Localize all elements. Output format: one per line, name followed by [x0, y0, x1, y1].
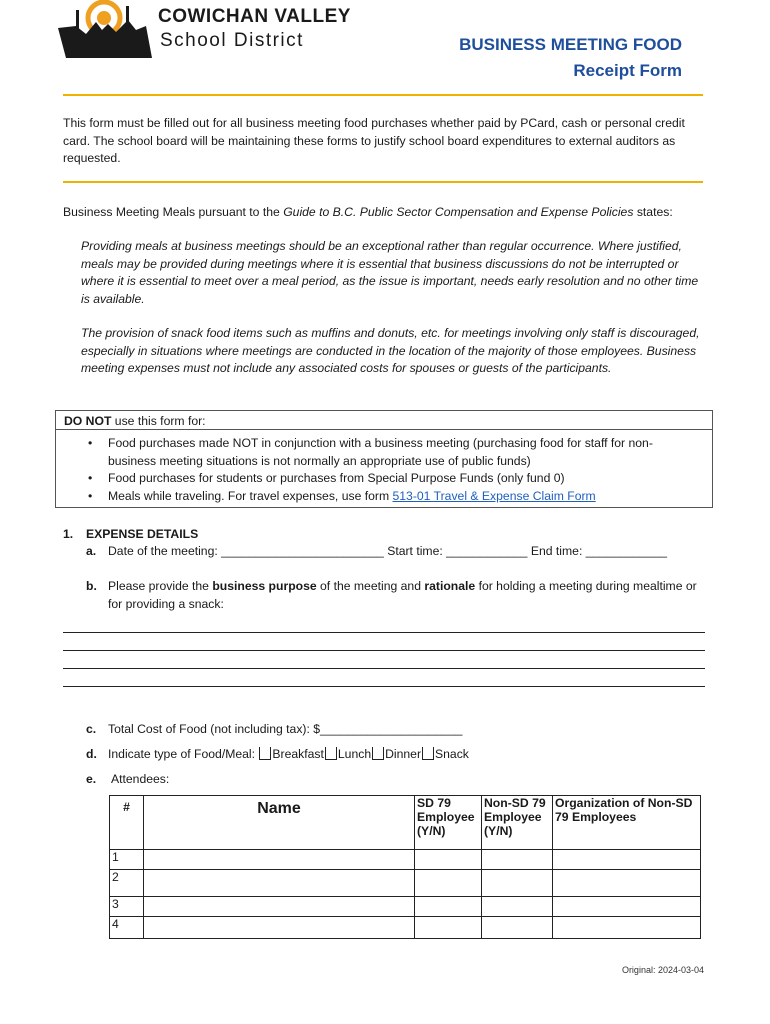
- policy-lead: [63, 204, 708, 222]
- attendees-label: Attendees:: [111, 772, 170, 786]
- meal-type-row: [108, 746, 469, 764]
- non-sd79-cell[interactable]: [482, 897, 553, 917]
- policy-lead-end: states:: [633, 205, 673, 219]
- prompt-bold: business purpose: [212, 579, 317, 593]
- organization-cell[interactable]: [553, 870, 701, 897]
- attendees-table: [109, 795, 701, 939]
- prompt-text: of the meeting and: [316, 579, 425, 593]
- meal-type-label: Indicate type of Food/Meal:: [108, 747, 256, 761]
- table-row: [110, 850, 701, 870]
- non-sd79-cell[interactable]: [482, 870, 553, 897]
- attendee-name-cell[interactable]: [144, 870, 415, 897]
- header-number: #: [110, 796, 144, 850]
- section-title: EXPENSE DETAILS: [86, 527, 199, 541]
- prompt-text: Please provide the: [108, 579, 213, 593]
- attendee-name-cell[interactable]: [144, 917, 415, 939]
- do-not-strong: DO NOT: [64, 414, 112, 428]
- sd79-cell[interactable]: [415, 870, 482, 897]
- header-sd79: SD 79 Employee (Y/N): [415, 796, 482, 850]
- list-item-text: Meals while traveling. For travel expenses, use form: [108, 489, 393, 503]
- prompt-bold: rationale: [424, 579, 476, 593]
- row-number: 2: [110, 870, 144, 897]
- lunch-checkbox[interactable]: [325, 747, 337, 760]
- policy-quote-1: Providing meals at business meetings should be an exceptional rather than regular occurrence. Where justified, meals may be provided during meetings where it is essential that business discussions do not be interrupted or where it is essential to meet over a meal period, as the issue is important, needs early resolution and no other time is available.: [81, 239, 699, 306]
- dinner-label: Dinner: [385, 747, 422, 761]
- do-not-rest: use this form for:: [111, 414, 206, 428]
- header-name: Name: [144, 796, 415, 850]
- attendee-name-cell[interactable]: [144, 850, 415, 870]
- purpose-line-3[interactable]: [63, 658, 705, 669]
- meeting-date-time-field[interactable]: Date of the meeting: ________________________ Start time: ____________ End time: ____________: [108, 544, 668, 558]
- purpose-line-1[interactable]: [63, 622, 705, 633]
- do-not-heading: [55, 410, 713, 430]
- purpose-line-2[interactable]: [63, 640, 705, 651]
- prompt-text: for holding a meeting during mealtime or for providing a snack:: [108, 579, 697, 611]
- table-row: [110, 897, 701, 917]
- item-a-label: a.: [86, 544, 97, 558]
- divider: [63, 181, 703, 183]
- sd79-cell[interactable]: [415, 917, 482, 939]
- non-sd79-cell[interactable]: [482, 917, 553, 939]
- business-purpose-prompt: [108, 578, 708, 613]
- organization-cell[interactable]: [553, 850, 701, 870]
- snack-checkbox[interactable]: [422, 747, 434, 760]
- item-b-label: b.: [86, 579, 97, 593]
- list-item: Food purchases for students or purchases from Special Purpose Funds (only fund 0): [108, 471, 565, 485]
- table-row: [110, 870, 701, 897]
- sd79-cell[interactable]: [415, 897, 482, 917]
- row-number: 3: [110, 897, 144, 917]
- policy-reference: Guide to B.C. Public Sector Compensation and Expense Policies: [283, 205, 634, 219]
- table-row: [110, 917, 701, 939]
- intro-text: This form must be filled out for all business meeting food purchases whether paid by PCard, cash or personal credit card. The school board will be maintaining these forms to justify school board expenditures to external auditors as requested.: [63, 116, 685, 165]
- sd79-cell[interactable]: [415, 850, 482, 870]
- organization-cell[interactable]: [553, 917, 701, 939]
- lunch-label: Lunch: [337, 747, 372, 761]
- total-cost-field[interactable]: Total Cost of Food (not including tax): $_____________________: [108, 722, 463, 736]
- item-c-label: c.: [86, 722, 97, 736]
- org-subtitle: School District: [160, 30, 304, 51]
- travel-claim-form-link[interactable]: 513-01 Travel & Expense Claim Form: [392, 489, 596, 503]
- bullet: •: [88, 489, 93, 503]
- title-line-2: Receipt Form: [573, 61, 682, 80]
- header-organization: Organization of Non-SD 79 Employees: [553, 796, 701, 850]
- header-non-sd79: Non-SD 79 Employee (Y/N): [482, 796, 553, 850]
- section-number: 1.: [63, 527, 74, 541]
- row-number: 1: [110, 850, 144, 870]
- breakfast-checkbox[interactable]: [259, 747, 271, 760]
- item-d-label: d.: [86, 747, 97, 761]
- non-sd79-cell[interactable]: [482, 850, 553, 870]
- policy-lead-text: Business Meeting Meals pursuant to the: [63, 205, 284, 219]
- purpose-line-4[interactable]: [63, 676, 705, 687]
- snack-label: Snack: [435, 747, 469, 761]
- org-name: COWICHAN VALLEY: [158, 6, 351, 27]
- organization-cell[interactable]: [553, 897, 701, 917]
- footer-date: Original: 2024-03-04: [621, 965, 704, 975]
- divider: [63, 94, 703, 96]
- bullet: •: [88, 471, 93, 485]
- list-item: [108, 488, 688, 506]
- title-line-1: BUSINESS MEETING FOOD: [459, 35, 682, 54]
- district-logo: [56, 0, 156, 58]
- breakfast-label: Breakfast: [272, 747, 324, 761]
- attendee-name-cell[interactable]: [144, 897, 415, 917]
- page-title: [459, 32, 682, 84]
- list-item: Food purchases made NOT in conjunction with a business meeting (purchasing food for staff for non-business meeting situations is not normally an appropriate use of public funds): [108, 436, 653, 468]
- policy-quote-2: The provision of snack food items such as muffins and donuts, etc. for meetings involving only staff is discouraged, especially in situations where meetings are conducted in the location of the majority of those employees. Business meeting expenses must not include any associated costs for spouses or guests of the participants.: [81, 326, 700, 375]
- dinner-checkbox[interactable]: [372, 747, 384, 760]
- bullet: •: [88, 436, 93, 450]
- row-number: 4: [110, 917, 144, 939]
- item-e-label: e.: [86, 772, 97, 786]
